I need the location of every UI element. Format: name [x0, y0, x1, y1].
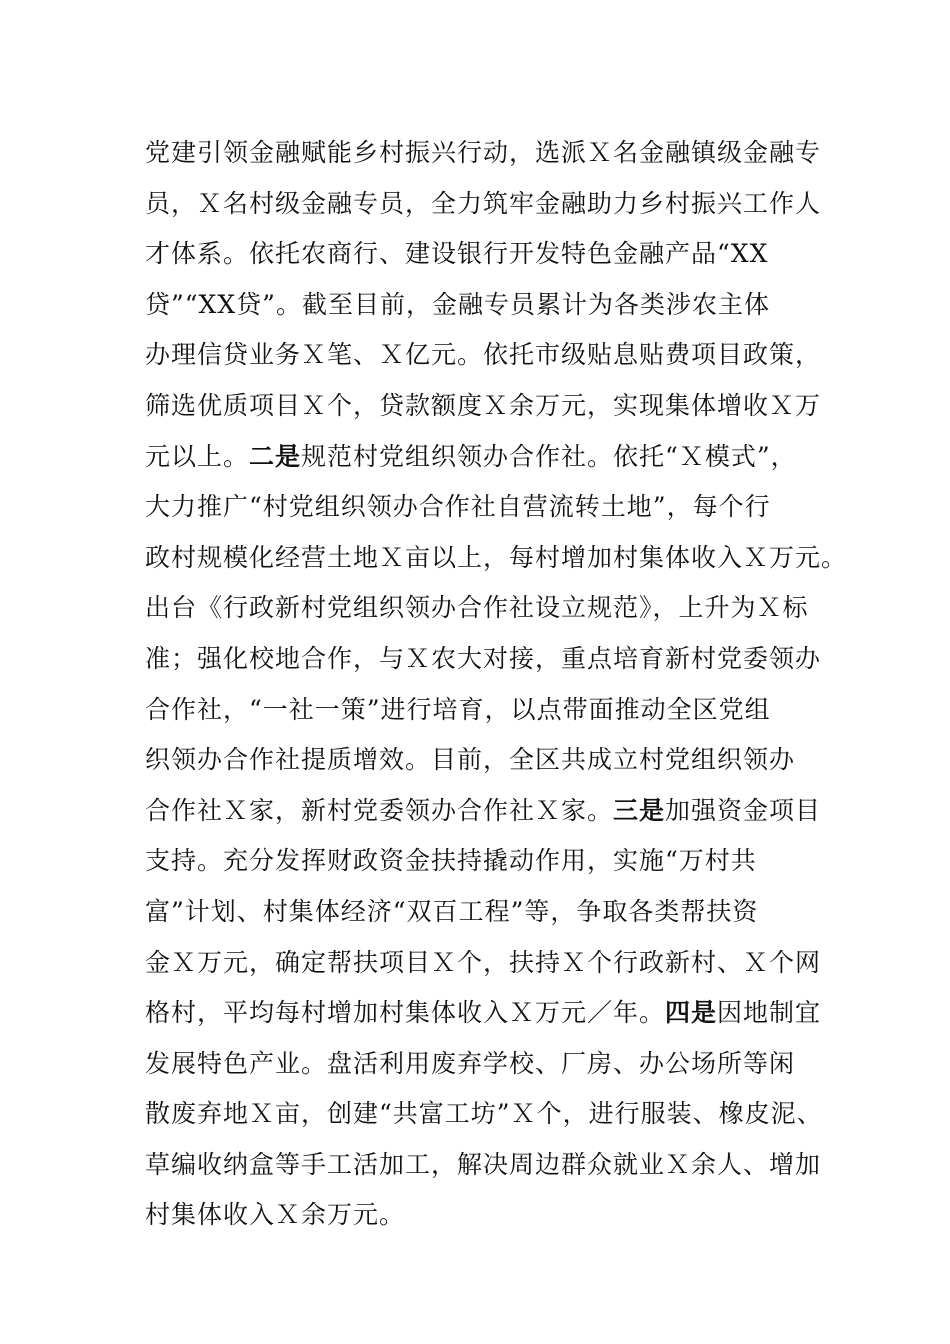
text-run: 准；强化校地合作，与Ｘ农大对接，重点培育新村党委领办 — [145, 643, 822, 673]
text-line — [145, 988, 845, 1039]
text-line — [145, 1190, 845, 1241]
text-line — [145, 583, 845, 634]
text-run: 大力推广“村党组织领办合作社自营流转土地”，每个行 — [145, 492, 771, 522]
text-line — [145, 432, 845, 483]
text-run: 元以上。 — [145, 441, 250, 471]
body-paragraph — [145, 128, 848, 1241]
text-run: 党建引领金融赋能乡村振兴行动，选派Ｘ名金融镇级金融专 — [145, 138, 822, 167]
text-line — [145, 1089, 845, 1140]
text-run: 发展特色产业。盘活利用废弃学校、厂房、办公场所等闲 — [145, 1048, 796, 1078]
text-run: 贷”“XX贷”。截至目前，金融专员累计为各类涉农主体 — [145, 289, 770, 319]
text-line — [145, 938, 845, 989]
text-line — [145, 887, 845, 938]
text-run: 支持。充分发挥财政资金扶持撬动作用，实施“万村共 — [145, 846, 757, 876]
text-run: 格村，平均每村增加村集体收入Ｘ万元／年。 — [145, 998, 666, 1028]
text-run: 因地制宜 — [717, 998, 822, 1028]
text-line — [145, 1039, 845, 1090]
text-line — [145, 634, 845, 685]
text-line — [145, 229, 845, 280]
text-run: 村集体收入Ｘ余万元。 — [145, 1200, 406, 1230]
bold-heading-marker: 二是 — [249, 441, 302, 471]
text-line — [145, 482, 845, 533]
text-line — [145, 786, 845, 837]
text-run: 合作社Ｘ家，新村党委领办合作社Ｘ家。 — [145, 795, 614, 825]
text-line — [145, 685, 845, 736]
text-line — [145, 735, 845, 786]
text-line — [145, 280, 845, 331]
text-line — [145, 1140, 845, 1191]
text-line — [145, 381, 845, 432]
text-run: 筛选优质项目Ｘ个，贷款额度Ｘ余万元，实现集体增收Ｘ万 — [145, 390, 822, 420]
text-run: 织领办合作社提质增效。目前，全区共成立村党组织领办 — [145, 745, 796, 775]
text-line — [145, 128, 845, 179]
text-run: 才体系。依托农商行、建设银行开发特色金融产品“XX — [145, 239, 769, 269]
text-run: 合作社，“一社一策”进行培育，以点带面推动全区党组 — [145, 694, 771, 724]
text-run: 员，Ｘ名村级金融专员，全力筑牢金融助力乡村振兴工作人 — [145, 188, 822, 218]
text-run: 加强资金项目 — [665, 795, 822, 825]
text-run: 办理信贷业务Ｘ笔、Ｘ亿元。依托市级贴息贴费项目政策， — [145, 340, 822, 370]
text-run: 草编收纳盒等手工活加工，解决周边群众就业Ｘ余人、增加 — [145, 1149, 822, 1179]
text-run: 政村规模化经营土地Ｘ亩以上，每村增加村集体收入Ｘ万元。 — [145, 542, 848, 572]
text-line — [145, 179, 845, 230]
text-run: 金Ｘ万元，确定帮扶项目Ｘ个，扶持Ｘ个行政新村、Ｘ个网 — [145, 947, 822, 977]
text-line — [145, 533, 848, 584]
bold-heading-marker: 四是 — [665, 998, 718, 1028]
text-line — [145, 330, 845, 381]
text-run: 富”计划、村集体经济“双百工程”等，争取各类帮扶资 — [145, 896, 759, 926]
text-run: 散废弃地Ｘ亩，创建“共富工坊”Ｘ个，进行服装、橡皮泥、 — [145, 1099, 823, 1129]
text-run: 规范村党组织领办合作社。依托“Ｘ模式”， — [301, 441, 797, 471]
text-run: 出台《行政新村党组织领办合作社设立规范》，上升为Ｘ标 — [145, 593, 809, 623]
text-line — [145, 836, 845, 887]
bold-heading-marker: 三是 — [613, 795, 666, 825]
